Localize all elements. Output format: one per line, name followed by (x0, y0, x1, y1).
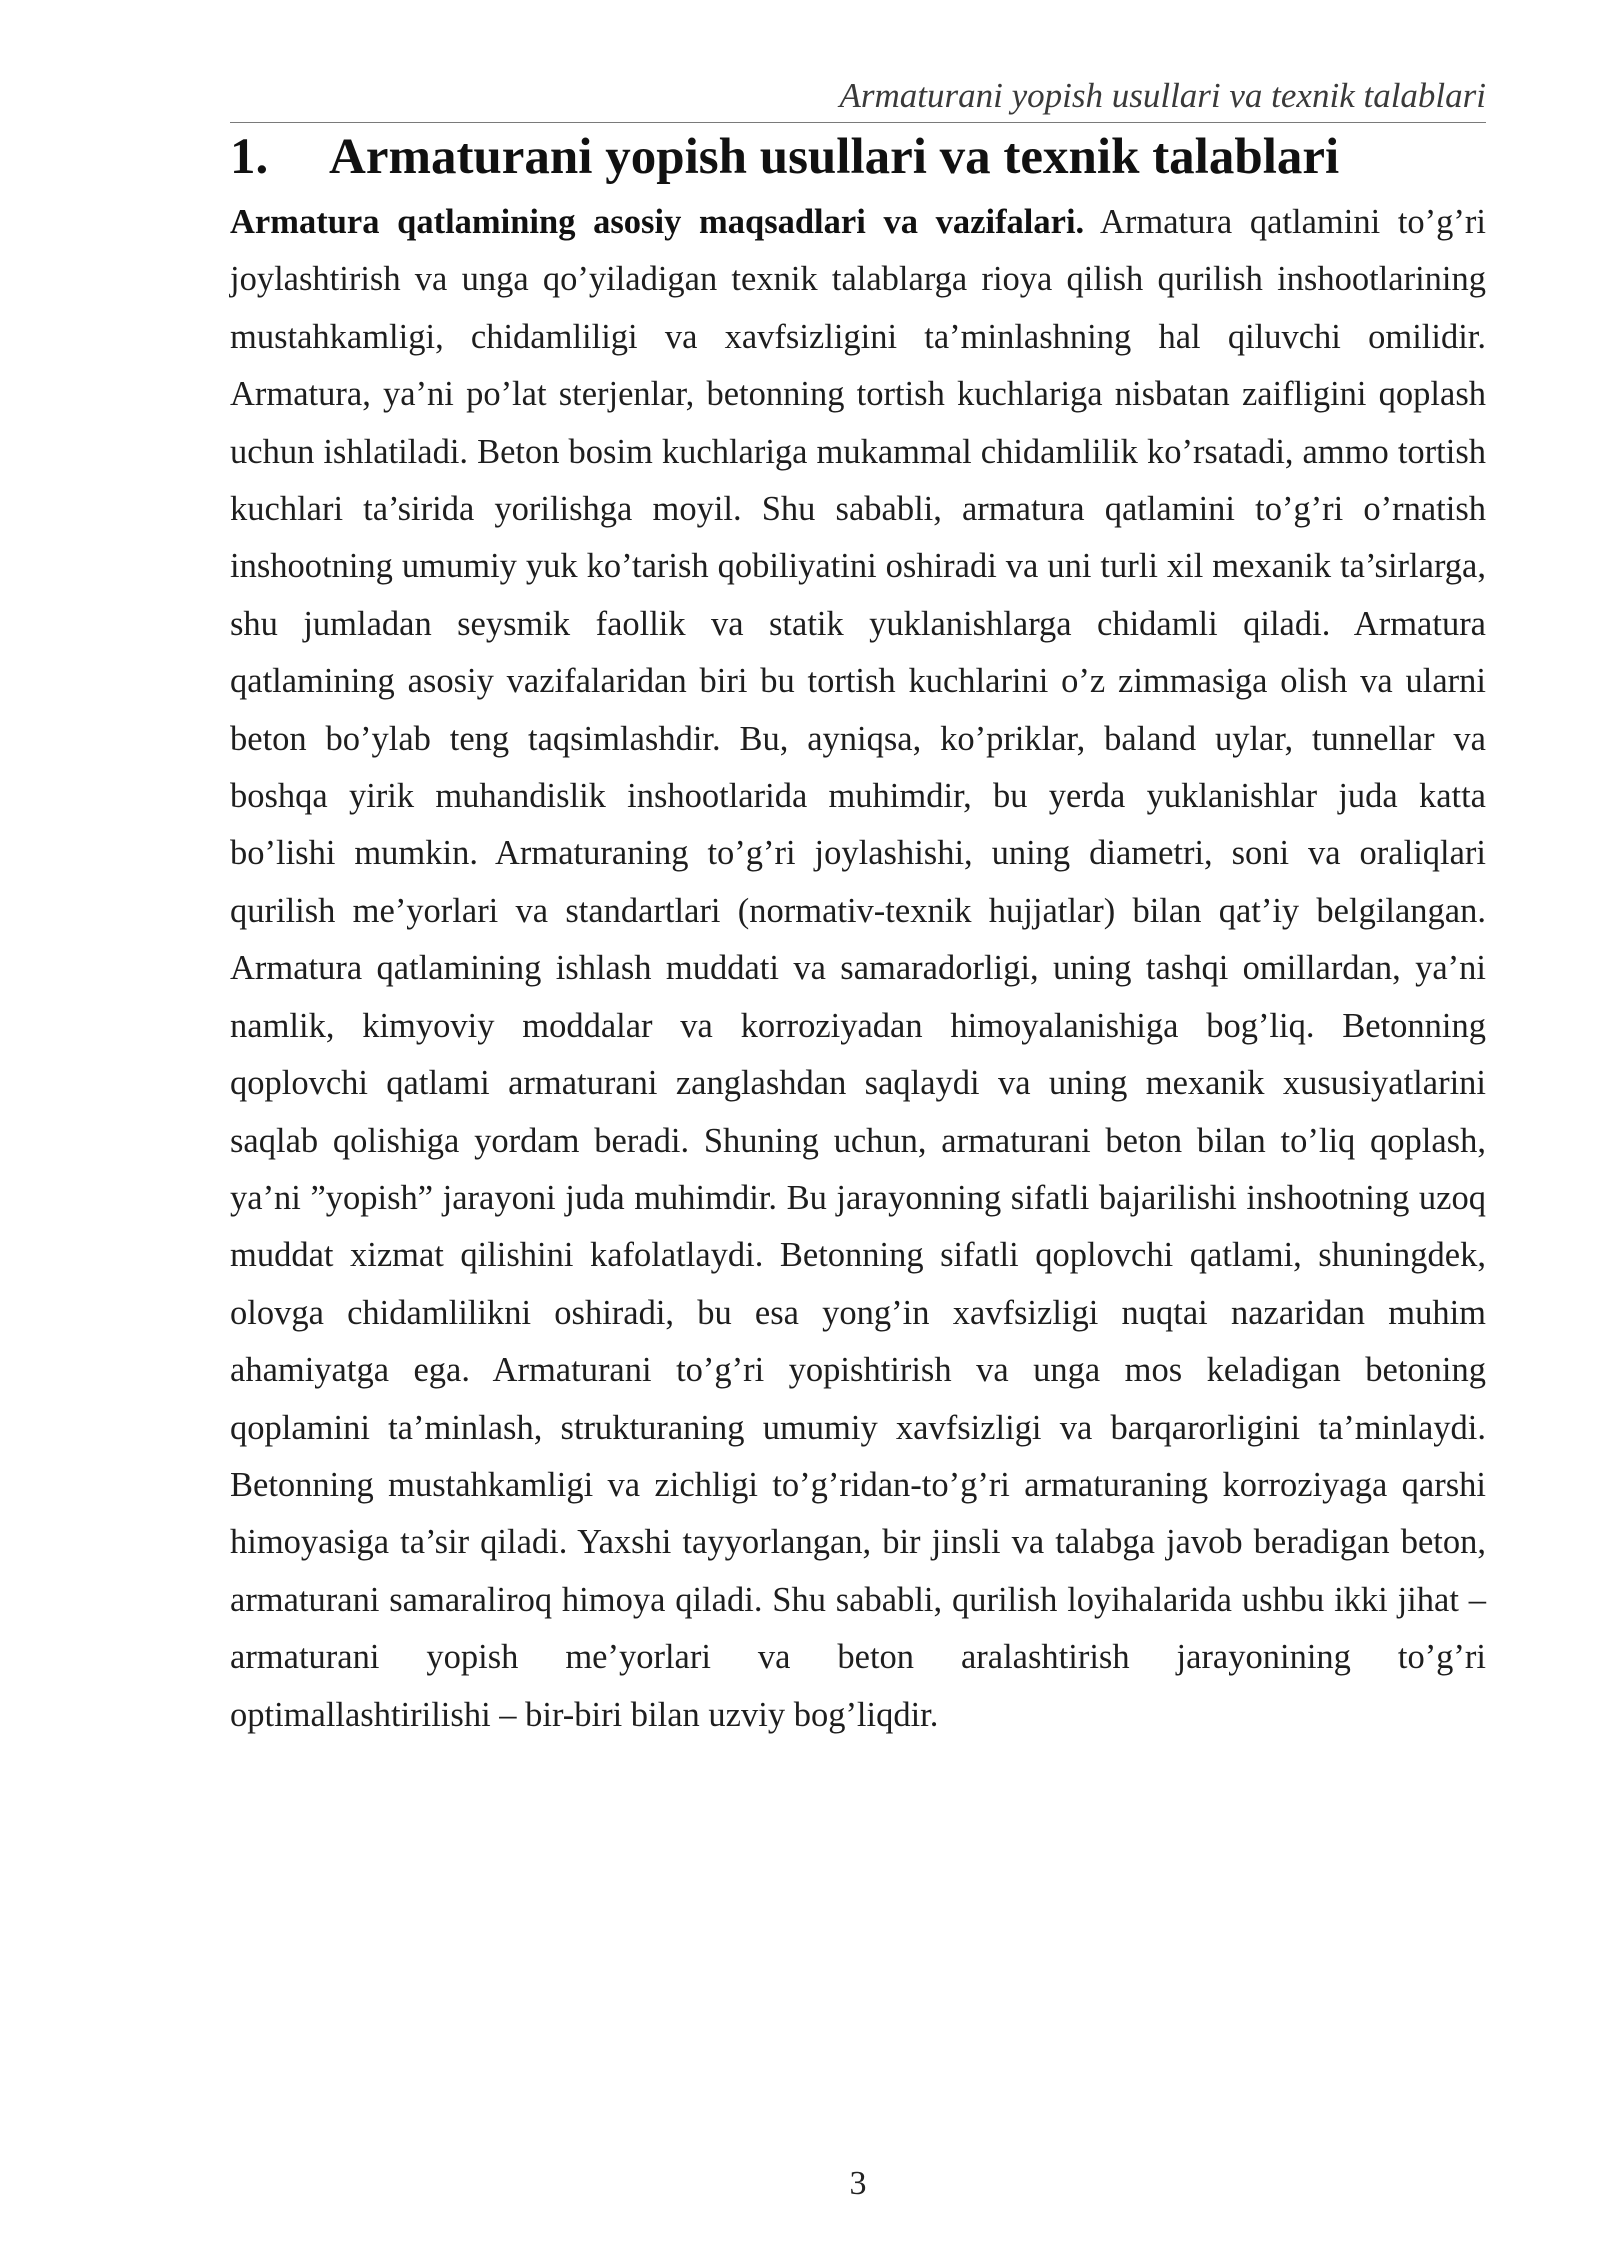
section-number: 1. (230, 129, 269, 185)
body-paragraph (230, 194, 1486, 1744)
section-heading (230, 122, 1486, 192)
page-number: 3 (849, 2165, 867, 2202)
paragraph-lead: Armatura qatlamining asosiy maqsadlari va vazifalari. (230, 203, 1085, 241)
section-title: Armaturani yopish usullari va texnik talablari (329, 129, 1340, 185)
paragraph-text: Armatura qatlamini to’g’ri joylashtirish va unga qo’yiladigan texnik talablarga rioya qilish qurilish inshootlarining mustahkamligi, chidamliligi va xavfsizligini ta’minlashning hal qiluvchi omilidir. Armatura, ya’ni po’lat sterjenlar, betonning tortish kuchlariga nisbatan zaifligini qoplash uchun ishlatiladi. Beton bosim kuchlariga mukammal chidamlilik ko’rsatadi, ammo tortish kuchlari ta’sirida yorilishga moyil. Shu sababli, armatura qatlamini to’g’ri o’rnatish inshootning umumiy yuk ko’tarish qobiliyatini oshiradi va uni turli xil mexanik ta’sirlarga, shu jumladan seysmik faollik va statik yuklanishlarga chidamli qiladi. Armatura qatlamining asosiy vazifalaridan biri bu tortish kuchlarini o’z zimmasiga olish va ularni beton bo’ylab teng taqsimlashdir. Bu, ayniqsa, ko’priklar, baland uylar, tunnellar va boshqa yirik muhandislik inshootlarida muhimdir, bu yerda yuklanishlar juda katta bo’lishi mumkin. Armaturaning to’g’ri joylashishi, uning diametri, soni va oraliqlari qurilish me’yorlari va standartlari (normativ-texnik hujjatlar) bilan qat’iy belgilangan. Armatura qatlamining ishlash muddati va samaradorligi, uning tashqi omillardan, ya’ni namlik, kimyoviy moddalar va korroziyadan himoyalanishiga bog’liq. Betonning qoplovchi qatlami armaturani zanglashdan saqlaydi va uning mexanik xususiyatlarini saqlab qolishiga yordam beradi. Shuning uchun, armaturani beton bilan to’liq qoplash, ya’ni ”yopish” jarayoni juda muhimdir. Bu jarayonning sifatli bajarilishi inshootning uzoq muddat xizmat qilishini kafolatlaydi. Betonning sifatli qoplovchi qatlami, shuningdek, olovga chidamlilikni oshiradi, bu esa yong’in xavfsizligi nuqtai nazaridan muhim ahamiyatga ega. Armaturani to’g’ri yopishtirish va unga mos keladigan betoning qoplamini ta’minlash, strukturaning umumiy xavfsizligi va barqarorligini ta’minlaydi. Betonning mustahkamligi va zichligi to’g’ridan-to’g’ri armaturaning korroziyaga qarshi himoyasiga ta’sir qiladi. Yaxshi tayyorlangan, bir jinsli va talabga javob beradigan beton, armaturani samaraliroq himoya qiladi. Shu sababli, qurilish loyihalarida ushbu ikki jihat – armaturani yopish me’yorlari va beton aralashtirish jarayonining to’g’ri optimallashtirilishi – bir-biri bilan uzviy bog’liqdir. (230, 203, 1486, 1734)
running-header: Armaturani yopish usullari va texnik talablari (839, 76, 1486, 115)
